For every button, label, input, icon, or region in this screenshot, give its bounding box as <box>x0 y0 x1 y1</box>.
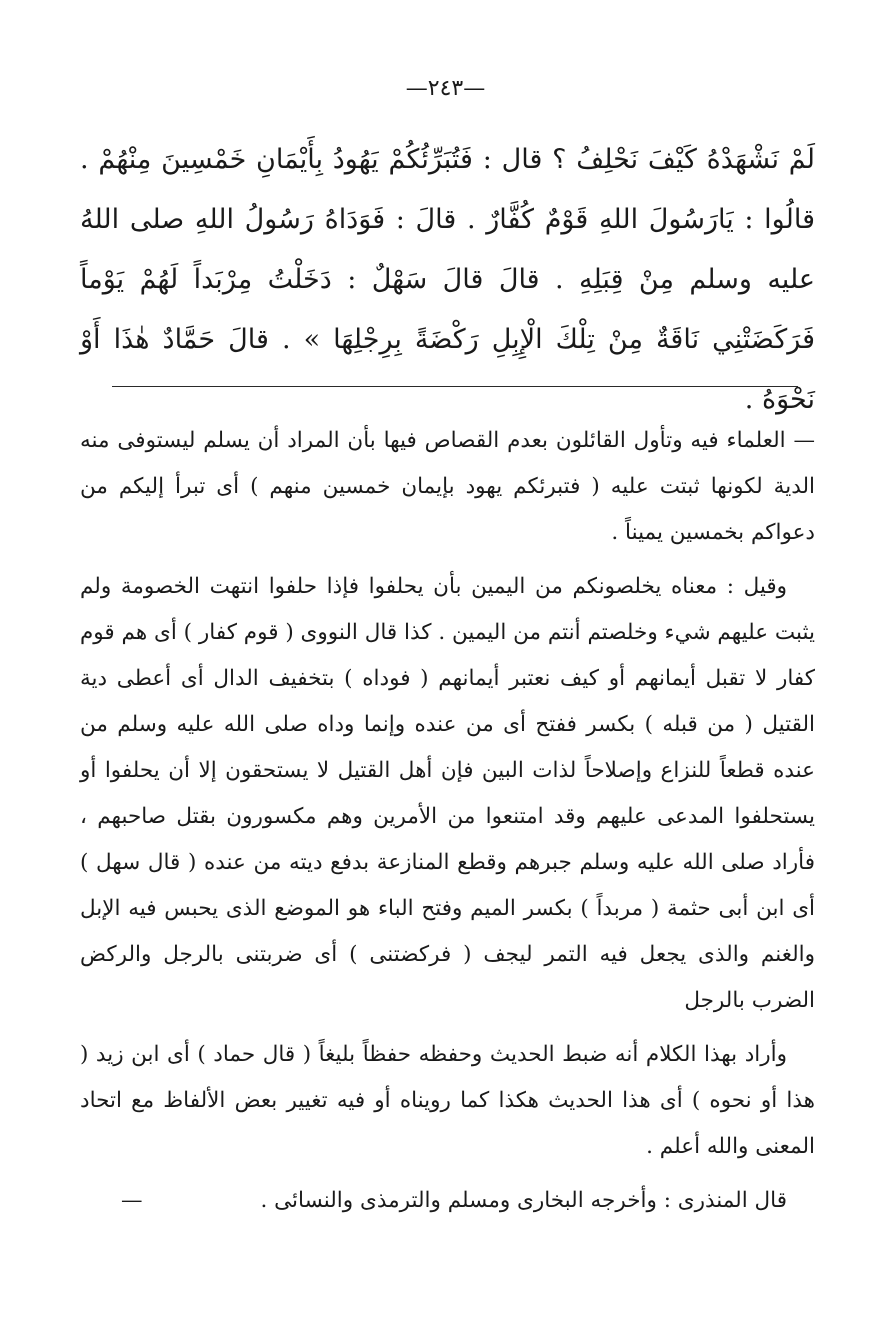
commentary-paragraph-4-text: قال المنذرى : وأخرجه البخارى ومسلم والترمذى والنسائى . <box>260 1188 787 1213</box>
lead-dash: — <box>793 428 815 453</box>
divider-line <box>112 386 798 387</box>
page-number: —٢٤٣— <box>405 76 486 101</box>
hadith-text-block <box>80 130 815 430</box>
commentary-paragraph-1 <box>80 418 815 556</box>
commentary-paragraph-4 <box>80 1178 815 1224</box>
commentary-paragraph-3: وأراد بهذا الكلام أنه ضبط الحديث وحفظه حفظاً بليغاً ( قال حماد ) أى ابن زيد ( هذا أو نحوه ) أى هذا الحديث هكذا كما رويناه أو فيه تغيير بعض الألفاظ مع اتحاد المعنى والله أعلم . <box>80 1042 815 1159</box>
end-dash: — <box>120 1188 143 1213</box>
commentary-paragraph-1-text: العلماء فيه وتأول القائلون بعدم القصاص فيها بأن المراد أن يسلم ليستوفى منه الدية لكونها ثبتت عليه ( فتبرئكم يهود بإيمان خمسين منهم ) أى تبرأ إليكم من دعواكم بخمسين يميناً . <box>80 428 815 545</box>
commentary-block <box>80 418 815 1232</box>
commentary-paragraph-2: وقيل : معناه يخلصونكم من اليمين بأن يحلفوا فإذا حلفوا انتهت الخصومة ولم يثبت عليهم شيء وخلصتم أنتم من اليمين . كذا قال النووى ( قوم كفار ) أى هم قوم كفار لا تقبل أيمانهم أو كيف نعتبر أيمانهم ( فوداه ) بتخفيف الدال أى أعطى دية القتيل ( من قبله ) بكسر ففتح أى من عنده وإنما وداه صلى الله عليه وسلم من عنده قطعاً للنزاع وإصلاحاً لذات البين فإن أهل القتيل لا يستحقون إلا أن يحلفوا أو يستحلفوا المدعى عليهم وقد امتنعوا من الأمرين وهم مكسورون بقتل صاحبهم ، فأراد صلى الله عليه وسلم جبرهم وقطع المنازعة بدفع ديته من عنده ( قال سهل ) أى ابن أبى حثمة ( مربداً ) بكسر الميم وفتح الباء هو الموضع الذى يحبس فيه الإبل والغنم والذى يجعل فيه التمر ليجف ( فركضتنى ) أى ضربتنى بالرجل والركض الضرب بالرجل <box>80 574 815 1013</box>
hadith-text: لَمْ نَشْهَدْهُ كَيْفَ نَحْلِفُ ؟ قال : فَتُبَرِّئُكُمْ يَهُودُ بِأَيْمَانِ خَمْسِينَ مِنْهُمْ . قالُوا : يَارَسُولَ اللهِ قَوْمٌ كُفَّارٌ . قالَ : فَوَدَاهُ رَسُولُ اللهِ صلى اللهُ عليه وسلم مِنْ قِبَلِهِ . قالَ قالَ سَهْلٌ : دَخَلْتُ مِرْبَداً لَهُمْ يَوْماً فَرَكَضَتْنِي نَاقَةٌ مِنْ تِلْكَ الْإِبِلِ رَكْضَةً بِرِجْلِهَا » . قالَ حَمَّادٌ هٰذَا أَوْ نَحْوَهُ . <box>80 144 815 415</box>
